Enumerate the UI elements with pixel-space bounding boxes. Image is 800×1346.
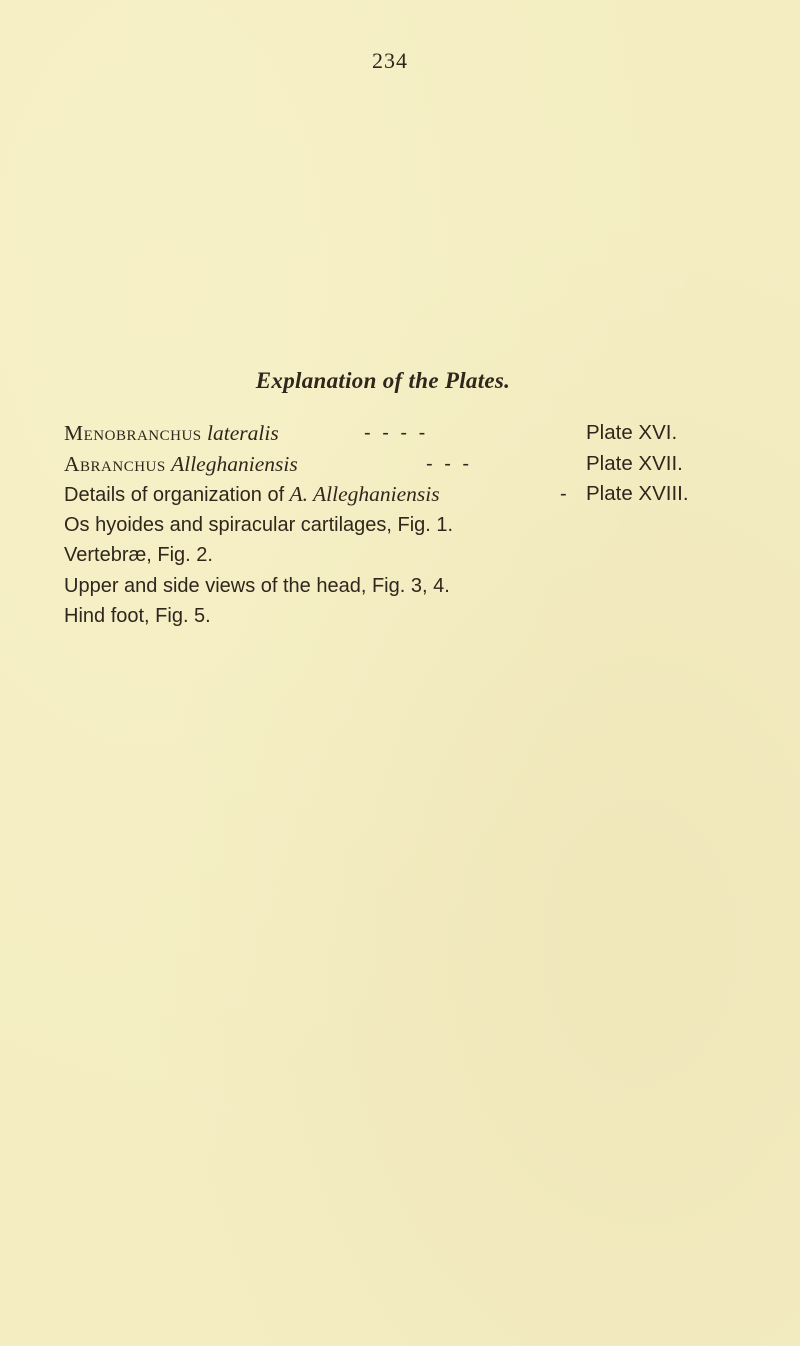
- plate-number: Plate XVI.: [586, 421, 678, 444]
- species-name: A. Alleghaniensis: [289, 482, 440, 506]
- figure-entry: Hind foot, Fig. 5.: [64, 605, 211, 627]
- page-heading: Explanation of the Plates.: [255, 368, 511, 393]
- plates-list: [64, 418, 784, 632]
- page-number: 234: [372, 48, 408, 73]
- species-name: lateralis: [207, 421, 279, 445]
- leader-dashes: - - - -: [364, 422, 426, 444]
- plate-entry: [64, 449, 784, 480]
- figure-entry: Os hyoides and spiracular cartilages, Fig. 1.: [64, 513, 454, 536]
- leader-dashes: - - -: [426, 452, 470, 475]
- plate-number: Plate XVIII.: [586, 482, 689, 505]
- plate-number: Plate XVII.: [586, 451, 683, 475]
- leader-dashes: -: [560, 483, 567, 505]
- entry-text: Details of organization of: [64, 484, 285, 506]
- figure-entry: Vertebræ, Fig. 2.: [64, 544, 213, 566]
- genus-name: Abranchus: [64, 451, 166, 476]
- genus-name: Menobranchus: [64, 421, 202, 445]
- plate-entry: [64, 479, 784, 510]
- figure-entry: Upper and side views of the head, Fig. 3, 4.: [64, 574, 450, 597]
- species-name: Alleghaniensis: [171, 451, 298, 476]
- plate-entry: [64, 418, 784, 449]
